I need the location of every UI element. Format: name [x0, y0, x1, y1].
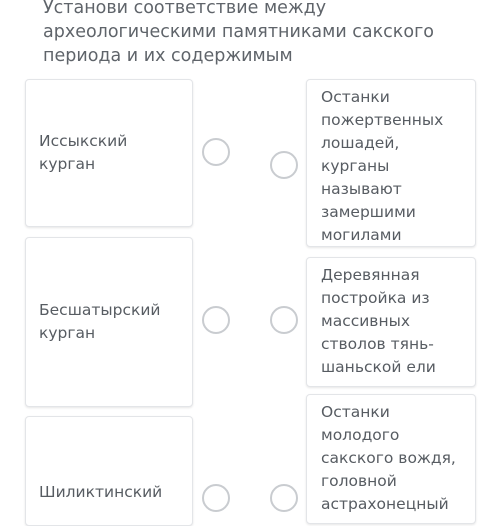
left-card-label: Шиликтинский: [39, 483, 163, 501]
right-connector-radio-2[interactable]: [270, 306, 298, 334]
left-connector-radio-3[interactable]: [202, 484, 230, 512]
left-connector-radio-2[interactable]: [202, 306, 230, 334]
left-card-label: Иссыкский курган: [39, 132, 128, 173]
left-card-issyk[interactable]: [25, 79, 193, 227]
right-card-young-leader[interactable]: [306, 394, 476, 524]
right-card-wooden-structure[interactable]: [306, 257, 476, 387]
right-card-horses[interactable]: [306, 79, 476, 247]
question-line-3: периода и их содержимым: [43, 46, 293, 66]
left-connector-radio-1[interactable]: [202, 138, 230, 166]
question-line-1: Установи соответствие между: [43, 0, 327, 18]
right-connector-radio-1[interactable]: [270, 151, 298, 179]
right-card-label: Останки пожертвенных лошадей, курганы называют замершими могилами: [321, 88, 444, 244]
right-connector-radio-3[interactable]: [270, 484, 298, 512]
question-title: [43, 0, 483, 68]
right-card-label: Деревянная постройка из массивных стволов тянь-шаньской ели: [321, 266, 436, 376]
left-card-shilikty[interactable]: [25, 416, 193, 526]
question-line-2: археологическими памятниками сакского: [43, 22, 434, 42]
left-card-besshatyr[interactable]: [25, 237, 193, 407]
right-card-label: Останки молодого сакского вождя, головной астрахонецный: [321, 403, 456, 513]
left-card-label: Бесшатырский курган: [39, 301, 161, 342]
